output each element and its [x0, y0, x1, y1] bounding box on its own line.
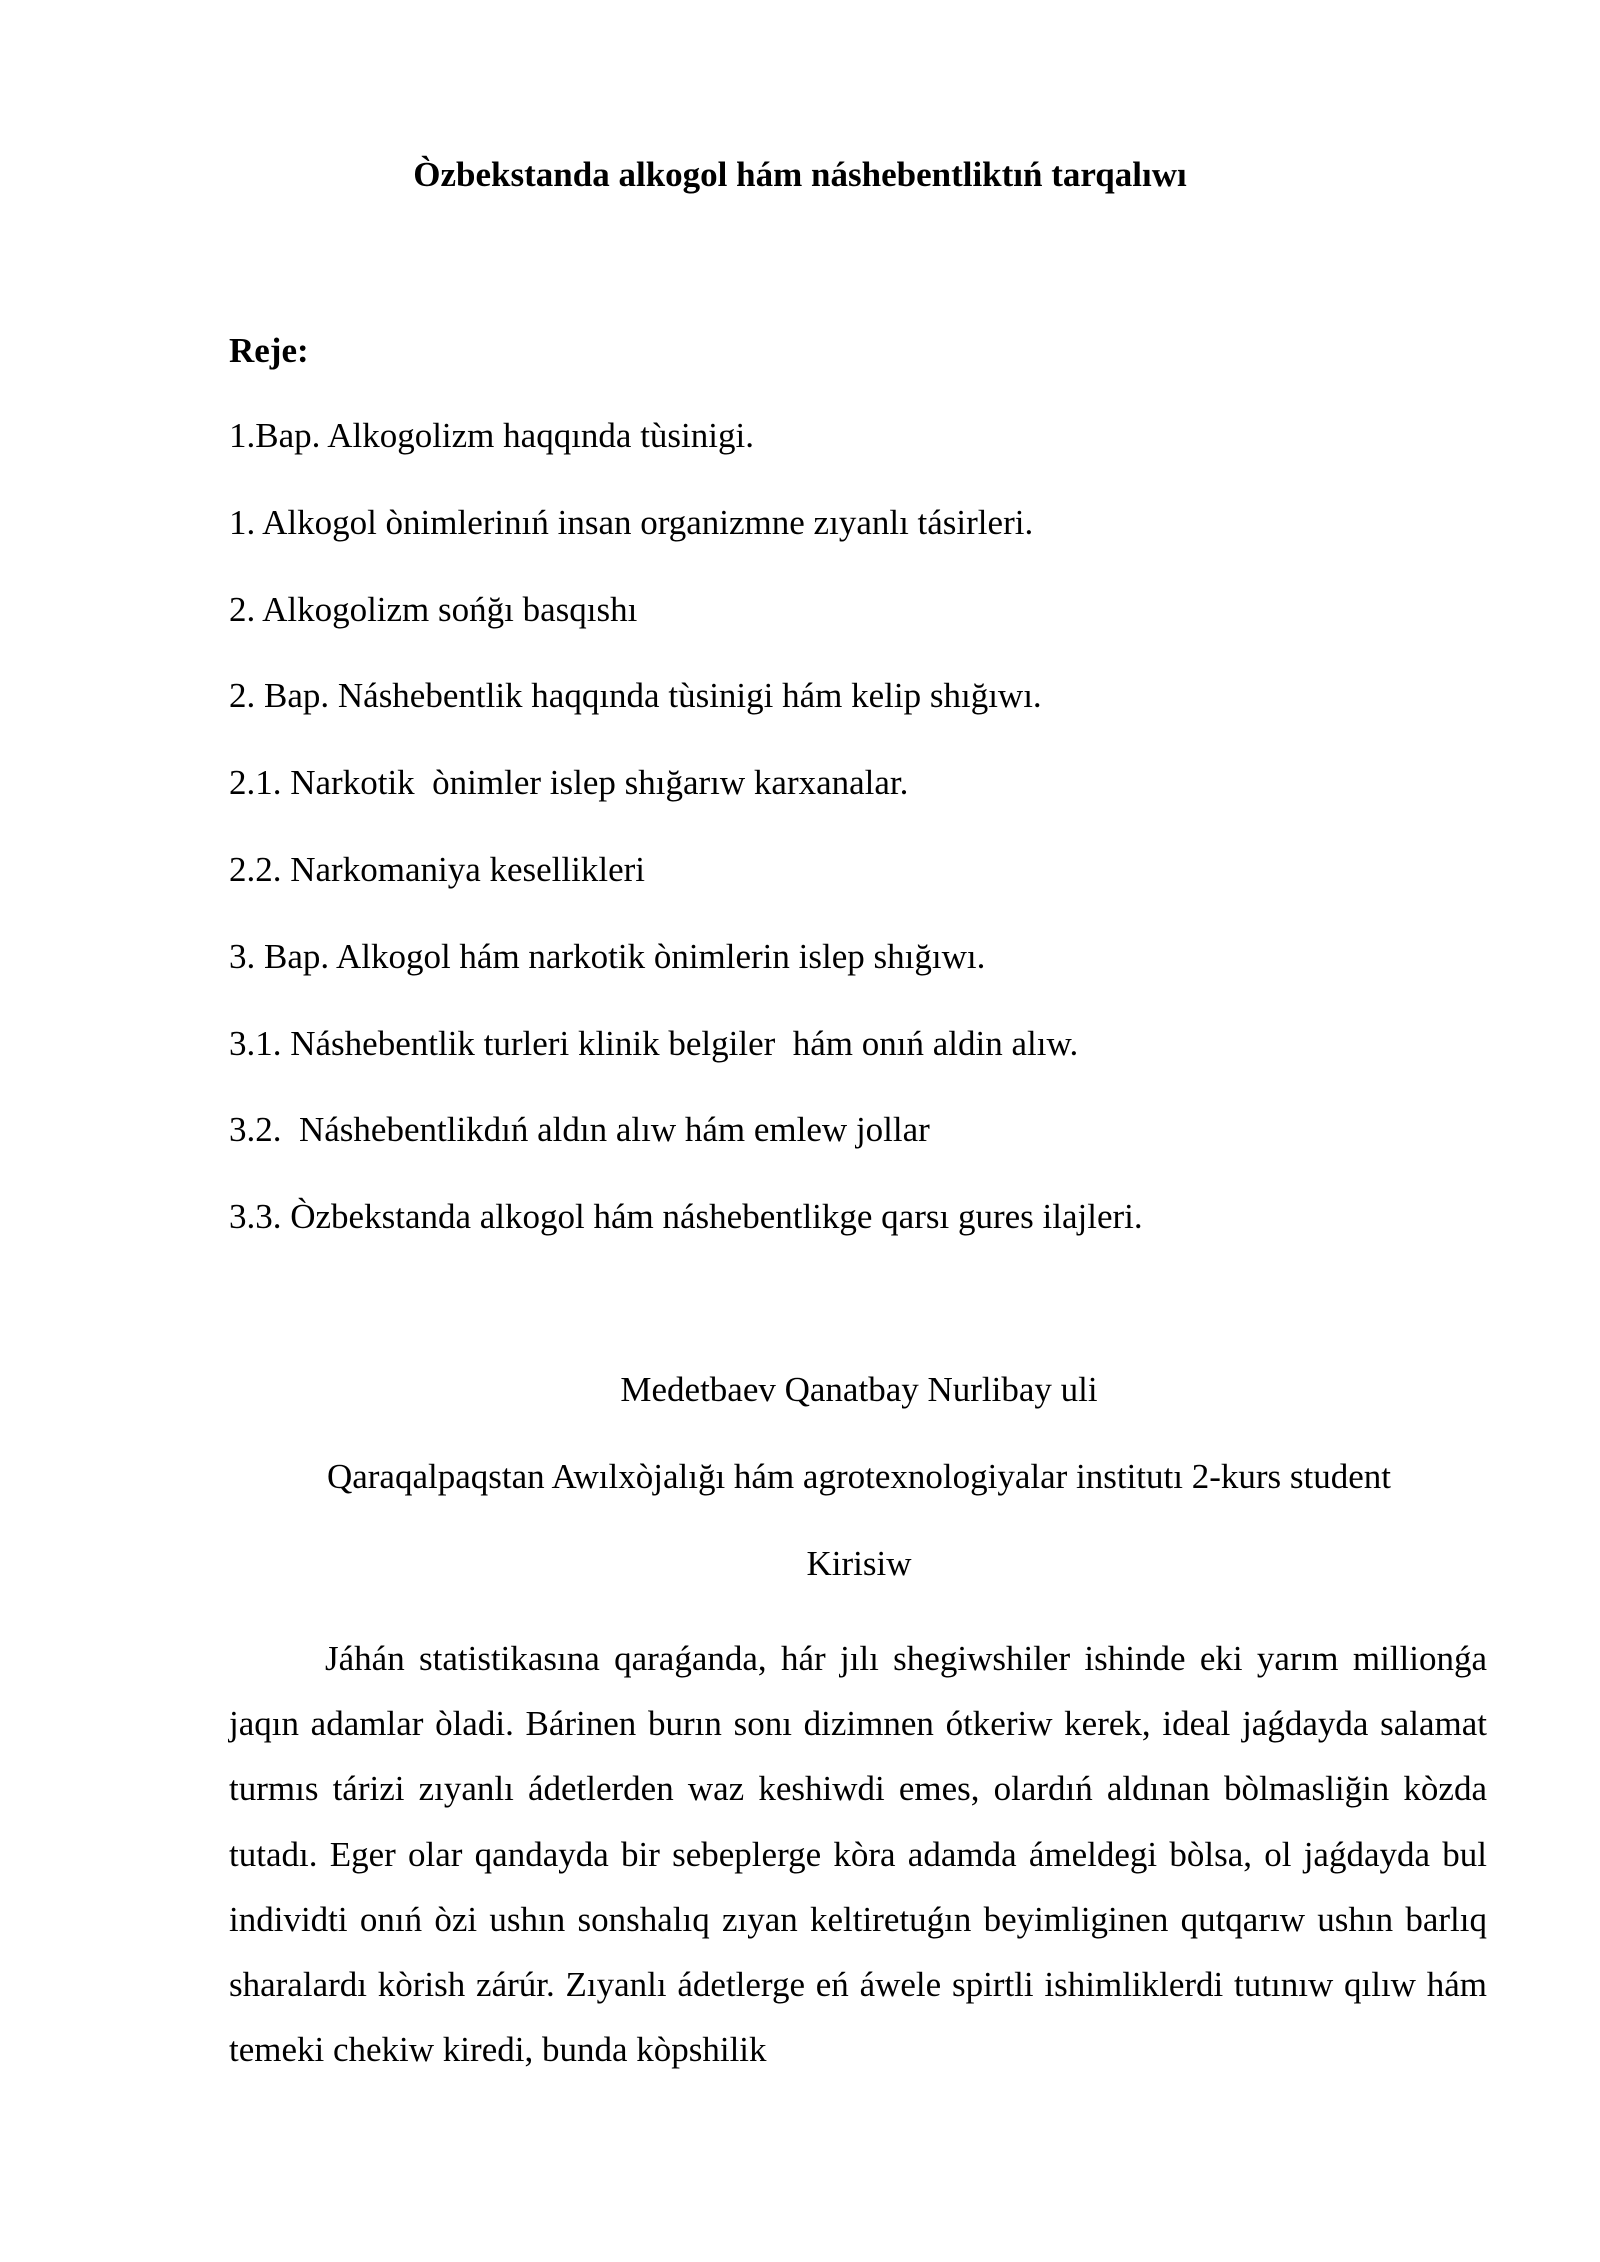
author-name: Medetbaev Qanatbay Nurlibay uli — [620, 1370, 1098, 1409]
plan-item: 1. Alkogol ònimlerinıń insan organizmne zıyanlı tásirleri. — [229, 502, 1034, 542]
author-institute: Qaraqalpaqstan Awılxòjalığı hám agrotexnologiyalar institutı 2-kurs student — [326, 1457, 1392, 1496]
section-heading: Kirisiw — [806, 1544, 912, 1583]
plan-item: 3.1. Náshebentlik turleri klinik belgiler hám onıń aldin alıw. — [229, 1023, 1079, 1063]
plan-item: 3.3. Òzbekstanda alkogol hám náshebentlikge qarsı gures ilajleri. — [229, 1197, 1143, 1237]
plan-heading: Reje: — [229, 331, 309, 370]
plan-item: 3. Bap. Alkogol hám narkotik ònimlerin islep shığıwı. — [229, 936, 986, 976]
document-title: Òzbekstanda alkogol hám náshebentliktıń tarqalıwı — [413, 155, 1187, 194]
body-paragraph: Jáhán statistikasına qaraǵanda, hár jılı shegiwshiler ishinde eki yarım millionǵa jaqın adamlar òladi. Bárinen burın sonı dizimnen ótkeriw kerek, ideal jaǵdayda salamat turmıs tárizi zıyanlı ádetlerden waz keshiwdi emes, olardıń aldınan bòlmasliğin kòzda tutadı. Eger olar qandayda bir sebeplerge kòra adamda ámeldegi bòlsa, ol jaǵdayda bul individti onıń òzi ushın sonshalıq zıyan keltiretuǵın beyimliginen qutqarıw ushın barlıq sharalardı kòrish zárúr. Zıyanlı ádetlerge eń áwele spirtli ishimliklerdi tutınıw qılıw hám temeki chekiw kiredi, bunda kòpshilik — [229, 1639, 1487, 2070]
plan-list — [229, 413, 1143, 1281]
plan-item: 3.2. Náshebentlikdıń aldın alıw hám emlew jollar — [229, 1110, 930, 1150]
plan-item: 2. Bap. Náshebentlik haqqında tùsinigi hám kelip shığıwı. — [229, 676, 1042, 716]
plan-item: 1.Bap. Alkogolizm haqqında tùsinigi. — [229, 416, 754, 455]
plan-item: 2. Alkogolizm sońğı basqıshı — [229, 589, 638, 629]
plan-item: 2.1. Narkotik ònimler islep shığarıw karxanalar. — [229, 763, 909, 803]
plan-item: 2.2. Narkomaniya kesellikleri — [229, 849, 645, 889]
